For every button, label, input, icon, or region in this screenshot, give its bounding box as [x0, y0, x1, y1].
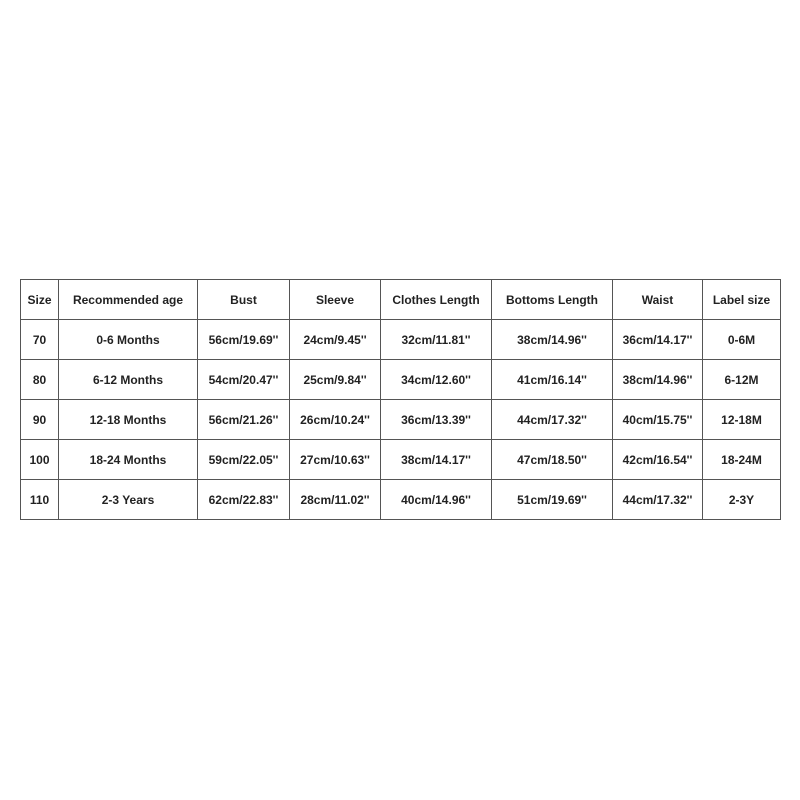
cell-label-size: 12-18M — [703, 400, 781, 440]
cell-sleeve: 27cm/10.63'' — [290, 440, 381, 480]
cell-bust: 62cm/22.83'' — [198, 480, 290, 520]
cell-size: 90 — [21, 400, 59, 440]
cell-waist: 36cm/14.17'' — [613, 320, 703, 360]
cell-bust: 56cm/19.69'' — [198, 320, 290, 360]
table-row — [21, 480, 781, 520]
header-row — [21, 280, 781, 320]
cell-size: 100 — [21, 440, 59, 480]
header-size: Size — [21, 280, 59, 320]
header-label-size: Label size — [703, 280, 781, 320]
cell-clothes-length: 32cm/11.81'' — [381, 320, 492, 360]
table-row — [21, 320, 781, 360]
header-bottoms-length: Bottoms Length — [492, 280, 613, 320]
cell-waist: 42cm/16.54'' — [613, 440, 703, 480]
cell-waist: 38cm/14.96'' — [613, 360, 703, 400]
cell-sleeve: 28cm/11.02'' — [290, 480, 381, 520]
cell-bottoms-length: 41cm/16.14'' — [492, 360, 613, 400]
header-waist: Waist — [613, 280, 703, 320]
table-row — [21, 440, 781, 480]
cell-recommended-age: 18-24 Months — [59, 440, 198, 480]
cell-bottoms-length: 44cm/17.32'' — [492, 400, 613, 440]
cell-recommended-age: 2-3 Years — [59, 480, 198, 520]
header-sleeve: Sleeve — [290, 280, 381, 320]
cell-clothes-length: 34cm/12.60'' — [381, 360, 492, 400]
cell-clothes-length: 40cm/14.96'' — [381, 480, 492, 520]
cell-bottoms-length: 51cm/19.69'' — [492, 480, 613, 520]
cell-waist: 44cm/17.32'' — [613, 480, 703, 520]
cell-sleeve: 24cm/9.45'' — [290, 320, 381, 360]
cell-clothes-length: 36cm/13.39'' — [381, 400, 492, 440]
cell-label-size: 18-24M — [703, 440, 781, 480]
cell-bust: 54cm/20.47'' — [198, 360, 290, 400]
cell-bust: 56cm/21.26'' — [198, 400, 290, 440]
cell-label-size: 0-6M — [703, 320, 781, 360]
size-chart-table — [20, 279, 781, 520]
cell-recommended-age: 12-18 Months — [59, 400, 198, 440]
cell-size: 80 — [21, 360, 59, 400]
cell-size: 70 — [21, 320, 59, 360]
cell-sleeve: 26cm/10.24'' — [290, 400, 381, 440]
cell-bust: 59cm/22.05'' — [198, 440, 290, 480]
cell-label-size: 6-12M — [703, 360, 781, 400]
table-row — [21, 360, 781, 400]
cell-bottoms-length: 38cm/14.96'' — [492, 320, 613, 360]
table-row — [21, 400, 781, 440]
cell-sleeve: 25cm/9.84'' — [290, 360, 381, 400]
header-bust: Bust — [198, 280, 290, 320]
cell-size: 110 — [21, 480, 59, 520]
cell-clothes-length: 38cm/14.17'' — [381, 440, 492, 480]
header-recommended-age: Recommended age — [59, 280, 198, 320]
cell-recommended-age: 0-6 Months — [59, 320, 198, 360]
cell-label-size: 2-3Y — [703, 480, 781, 520]
cell-waist: 40cm/15.75'' — [613, 400, 703, 440]
cell-recommended-age: 6-12 Months — [59, 360, 198, 400]
header-clothes-length: Clothes Length — [381, 280, 492, 320]
cell-bottoms-length: 47cm/18.50'' — [492, 440, 613, 480]
